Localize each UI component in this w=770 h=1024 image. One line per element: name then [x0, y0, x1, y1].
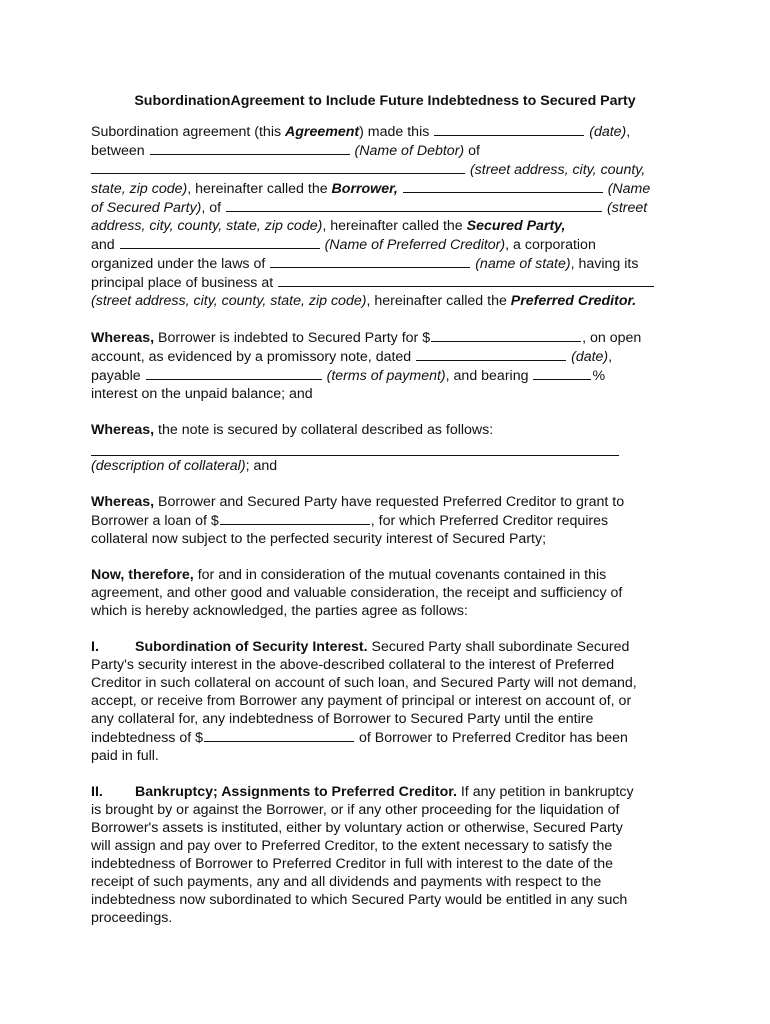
text: of Borrower to Preferred Creditor has been	[355, 730, 628, 746]
text: ; and	[245, 458, 278, 474]
section-number: II.	[91, 784, 103, 800]
text: Subordination agreement (this	[91, 124, 286, 140]
text: accept, or receive from Borrower any payment of principal or interest on account of, or	[91, 693, 632, 709]
hint: (Name of Debtor)	[354, 143, 465, 159]
hint: address, city, county, state, zip code)	[91, 218, 323, 234]
text: Secured Party shall subordinate Secured	[367, 639, 630, 655]
term-borrower: Borrower,	[331, 181, 398, 197]
whereas-paragraph-3	[91, 493, 674, 548]
text: , of	[201, 200, 226, 216]
section-number: I.	[91, 639, 99, 655]
hint: (Name	[607, 181, 651, 197]
interest-rate-blank[interactable]	[533, 366, 591, 380]
text: ,	[608, 349, 613, 365]
text: Borrower and Secured Party have requested Preferred Creditor to grant to	[154, 494, 625, 510]
text: , hereinafter called the	[322, 218, 467, 234]
business-address-blank[interactable]	[278, 273, 654, 287]
text: , and bearing	[445, 368, 533, 384]
date-blank[interactable]	[434, 122, 584, 136]
text: indebtedness of $	[91, 730, 204, 746]
text: ,	[626, 124, 631, 140]
text: , hereinafter called the	[366, 293, 511, 309]
collateral-description-blank[interactable]	[91, 439, 619, 456]
text: , on open	[582, 330, 642, 346]
hint: (terms of payment)	[326, 368, 446, 384]
whereas-paragraph-2	[91, 421, 674, 475]
text: %	[592, 368, 606, 384]
document-body	[91, 122, 674, 927]
note-date-blank[interactable]	[416, 347, 566, 361]
secured-party-address-blank[interactable]	[226, 198, 602, 212]
text: account, as evidenced by a promissory note, dated	[91, 349, 416, 365]
whereas-label: Whereas,	[91, 422, 155, 438]
text: collateral now subject to the perfected security interest of Secured Party;	[91, 531, 547, 547]
text: Borrower's assets is instituted, either by voluntary action or otherwise, Secured Party	[91, 820, 623, 836]
text: principal place of business at	[91, 275, 278, 291]
hint: (date)	[589, 124, 627, 140]
text: payable	[91, 368, 145, 384]
text: indebtedness of Borrower to Preferred Creditor in full with interest to the date of the	[91, 856, 614, 872]
text: for and in consideration of the mutual covenants contained in this	[193, 567, 607, 583]
hint: (street	[607, 200, 648, 216]
text: proceedings.	[91, 910, 173, 926]
text: any collateral for, any indebtedness of Borrower to Secured Party until the entire	[91, 711, 594, 727]
hint: state, zip code)	[91, 181, 188, 197]
debt-amount-blank[interactable]	[431, 328, 581, 342]
whereas-label: Whereas,	[91, 494, 155, 510]
now-therefore-paragraph	[91, 566, 674, 620]
intro-paragraph	[91, 122, 674, 310]
text: between	[91, 143, 149, 159]
whereas-label: Whereas,	[91, 330, 155, 346]
term-preferred-creditor: Preferred Creditor.	[510, 293, 637, 309]
section-heading: Subordination of Security Interest.	[135, 639, 368, 655]
hint: (date)	[571, 349, 609, 365]
text: indebtedness now subordinated to which Secured Party would be entitled in any such	[91, 892, 628, 908]
text: , a corporation	[505, 237, 596, 253]
now-therefore-label: Now, therefore,	[91, 567, 194, 583]
text: Creditor in such collateral on account of such loan, and Secured Party will not demand,	[91, 675, 637, 691]
payment-terms-blank[interactable]	[146, 366, 322, 380]
text: agreement, and other good and valuable consideration, the receipt and sufficiency of	[91, 585, 623, 601]
hint: (description of collateral)	[91, 458, 246, 474]
text: , for which Preferred Creditor requires	[370, 513, 609, 529]
document-title: SubordinationAgreement to Include Future Indebtedness to Secured Party	[134, 93, 636, 109]
text: organized under the laws of	[91, 256, 270, 272]
text: If any petition in bankruptcy	[456, 784, 634, 800]
hint: (street address, city, county, state, zip code)	[91, 293, 367, 309]
text: the note is secured by collateral described as follows:	[154, 422, 494, 438]
text: Party's security interest in the above-described collateral to the interest of Preferred	[91, 657, 615, 673]
whereas-paragraph-1	[91, 328, 674, 403]
section-1	[91, 638, 674, 765]
text: of	[464, 143, 480, 159]
text: ) made this	[359, 124, 434, 140]
text: , having its	[570, 256, 639, 272]
text: Borrower is indebted to Secured Party for $	[154, 330, 431, 346]
text: will assign and pay over to Preferred Creditor, to the extent necessary to satisfy the	[91, 838, 613, 854]
text: interest on the unpaid balance; and	[91, 386, 313, 402]
section-2	[91, 783, 674, 927]
text: and	[91, 237, 119, 253]
term-secured-party: Secured Party,	[466, 218, 566, 234]
debtor-name-blank[interactable]	[150, 141, 350, 155]
section-heading: Bankruptcy; Assignments to Preferred Creditor.	[135, 784, 457, 800]
text: , hereinafter called the	[187, 181, 332, 197]
debtor-address-blank[interactable]	[91, 160, 465, 174]
text: paid in full.	[91, 748, 159, 764]
hint: (name of state)	[475, 256, 571, 272]
state-blank[interactable]	[270, 254, 470, 268]
text: is brought by or against the Borrower, or if any other proceeding for the liquidation of	[91, 802, 620, 818]
hint: (street address, city, county,	[469, 162, 646, 178]
text: which is hereby acknowledged, the parties agree as follows:	[91, 603, 468, 619]
hint: of Secured Party)	[91, 200, 202, 216]
hint: (Name of Preferred Creditor)	[324, 237, 506, 253]
text: receipt of such payments, any and all dividends and payments with respect to the	[91, 874, 602, 890]
text: Borrower a loan of $	[91, 513, 219, 529]
secured-party-name-blank[interactable]	[403, 179, 603, 193]
term-agreement: Agreement	[285, 124, 360, 140]
preferred-creditor-name-blank[interactable]	[120, 235, 320, 249]
indebtedness-amount-blank[interactable]	[204, 728, 354, 742]
loan-amount-blank[interactable]	[220, 511, 370, 525]
